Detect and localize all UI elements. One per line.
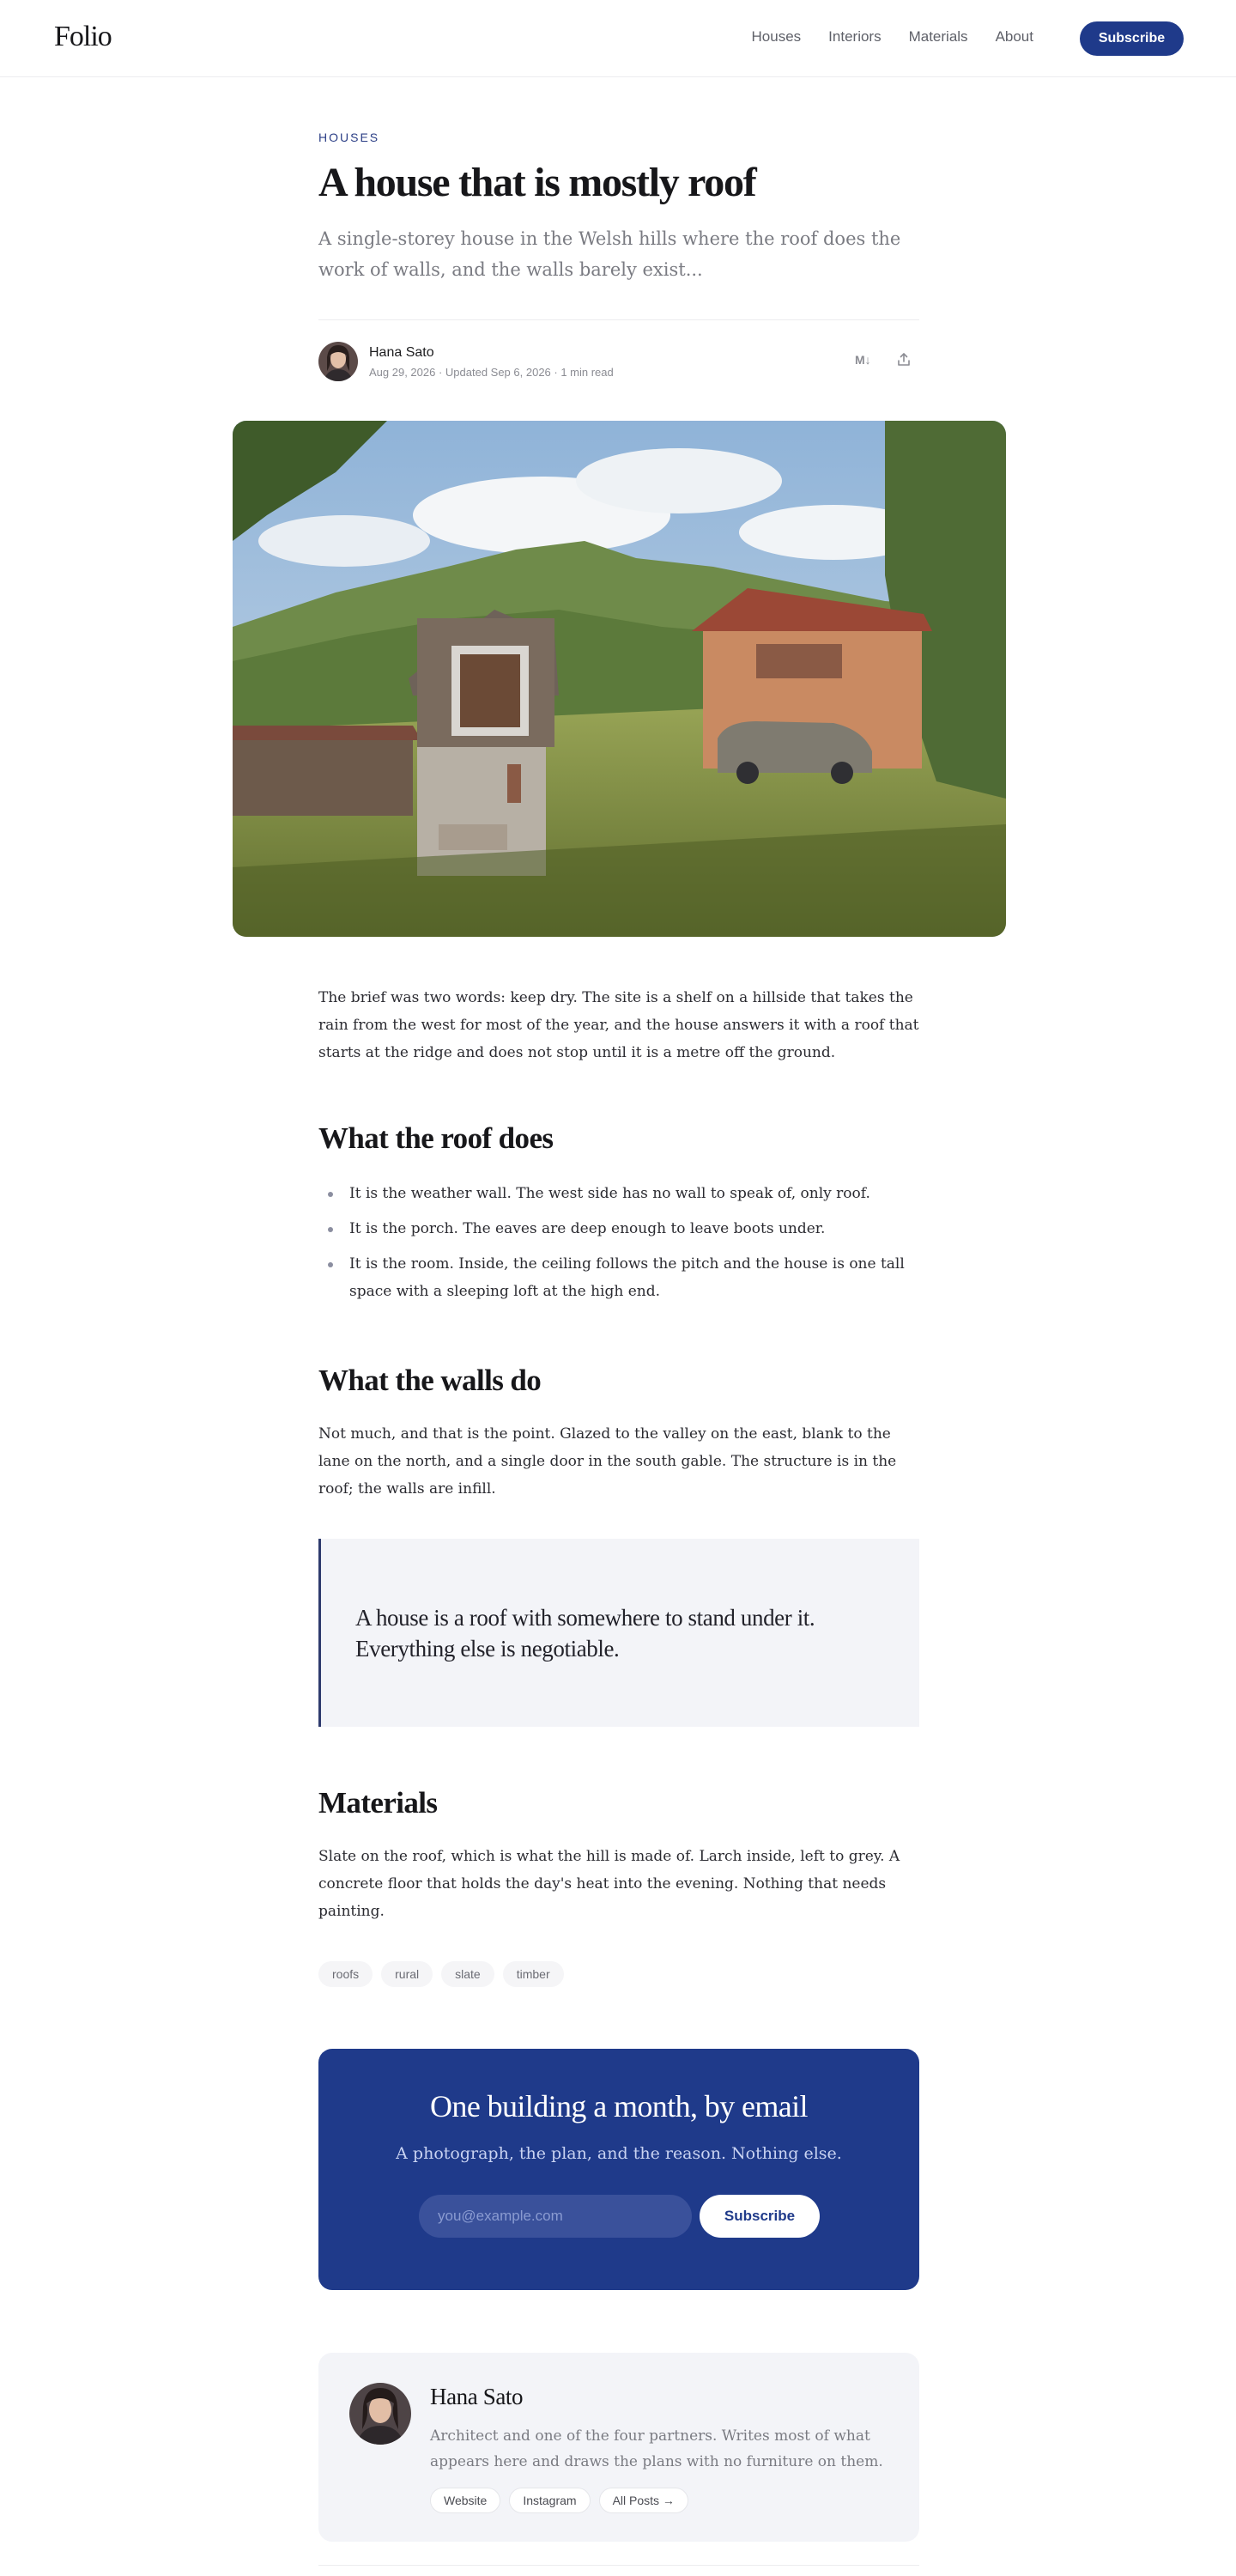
nav-link-interiors[interactable]: Interiors: [828, 28, 882, 45]
author-bio-card: [318, 2353, 919, 2542]
heading-materials: Materials: [318, 1786, 438, 1820]
heading-roof: What the roof does: [318, 1121, 554, 1155]
pull-quote: A house is a roof with somewhere to stand under it. Everything else is negotiable.: [318, 1539, 919, 1727]
footer-divider: [318, 2565, 919, 2566]
nav-link-materials[interactable]: Materials: [908, 28, 968, 45]
author-name[interactable]: Hana Sato: [369, 345, 434, 360]
article-dek: A single-storey house in the Welsh hills where the roof does the work of walls, and the walls barely exist...: [318, 228, 901, 280]
byline-divider: [318, 319, 919, 320]
nav-link-about[interactable]: About: [995, 28, 1033, 45]
paragraph-walls: Not much, and that is the point. Glazed to the valley on the east, blank to the lane on the north, and a single door in the south gable. The structure is in the roof; the walls are infill.: [318, 1425, 897, 1498]
newsletter-signup: [318, 2049, 919, 2290]
author-bio-avatar: [349, 2383, 411, 2445]
site-header: [0, 0, 1236, 77]
paragraph-intro: The brief was two words: keep dry. The site is a shelf on a hillside that takes the rain from the west for most of the year, and the house answers it with a roof that starts at the ridge and does not stop until it is a metre off the ground.: [318, 989, 919, 1061]
list-item: It is the room. Inside, the ceiling follows the pitch and the house is one tall space with a sleeping loft at the high end.: [318, 1250, 919, 1305]
list-item: It is the porch. The eaves are deep enough to leave boots under.: [318, 1215, 919, 1242]
article-title: A house that is mostly roof: [318, 160, 756, 205]
roof-list: [318, 1180, 919, 1313]
tag-rural[interactable]: rural: [381, 1961, 433, 1987]
tag-roofs[interactable]: roofs: [318, 1961, 373, 1987]
tag-slate[interactable]: slate: [441, 1961, 494, 1987]
nav-link-houses[interactable]: Houses: [751, 28, 802, 45]
hero-image: [233, 421, 1006, 937]
all-posts-link[interactable]: All Posts →: [599, 2488, 688, 2513]
newsletter-title: One building a month, by email: [430, 2089, 808, 2123]
bio-text: Architect and one of the four partners. Writes most of what appears here and draws the plans with no furniture on them.: [430, 2427, 883, 2470]
heading-walls: What the walls do: [318, 1364, 542, 1397]
tag-list: [318, 1961, 919, 1987]
main-nav: [752, 28, 1033, 46]
bio-author-name: Hana Sato: [430, 2384, 524, 2409]
tag-timber[interactable]: timber: [503, 1961, 564, 1987]
header-subscribe-button[interactable]: Subscribe: [1080, 21, 1184, 56]
article-meta: Aug 29, 2026 · Updated Sep 6, 2026 · 1 min read: [369, 366, 614, 379]
author-avatar[interactable]: [318, 342, 358, 381]
paragraph-materials: Slate on the roof, which is what the hill is made of. Larch inside, left to grey. A concrete floor that holds the day's heat into the evening. Nothing that needs painting.: [318, 1848, 900, 1920]
newsletter-subtitle: A photograph, the plan, and the reason. Nothing else.: [396, 2144, 842, 2163]
article-category[interactable]: HOUSES: [318, 131, 380, 144]
newsletter-subscribe-button[interactable]: Subscribe: [700, 2195, 820, 2238]
instagram-link[interactable]: Instagram: [509, 2488, 590, 2513]
bio-links: [430, 2488, 688, 2513]
markdown-icon[interactable]: M↓: [855, 353, 871, 367]
list-item: It is the weather wall. The west side has no wall to speak of, only roof.: [318, 1180, 919, 1207]
share-icon[interactable]: [895, 351, 912, 368]
email-input[interactable]: [419, 2195, 692, 2238]
site-logo[interactable]: Folio: [54, 21, 112, 52]
byline: [318, 342, 919, 383]
website-link[interactable]: Website: [430, 2488, 500, 2513]
